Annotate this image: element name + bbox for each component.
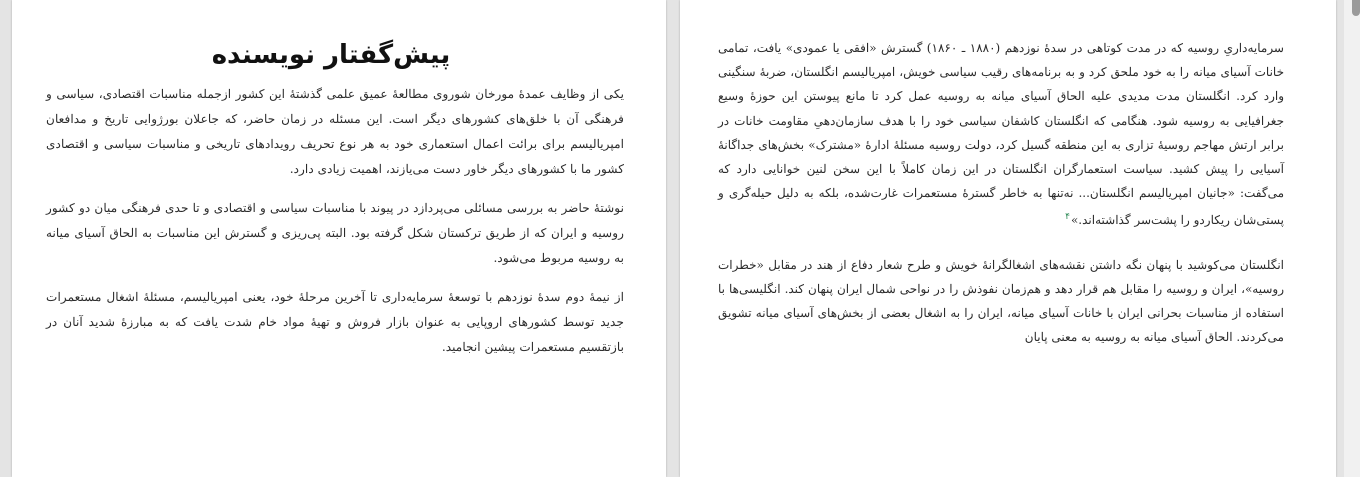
paragraph-text: سرمایه‌داریِ روسیه که در مدت کوتاهی در سدهٔ نوزدهم (۱۸۸۰ ـ ۱۸۶۰) گسترش «افقی یا عمودی» یافت، تمامی خانات آسیای میانه را به خود ملحق کرد و به برنامه‌های رقیب سیاسی خویش، امپریالیسم انگلستان، ضربهٔ سنگینی وارد کرد. انگلستان مدت مدیدی علیه الحاق آسیای میانه به روسیه عمل کرد تا مانع پیوستن این حوزهٔ وسیع جغرافیایی به روسیه شود. هنگامی که انگلستان کاشفان سیاسی خود را با هدف سازمان‌دهیِ مقاومت خانات در برابر ارتش مهاجم روسیهٔ تزاری به این منطقه گسیل کرد، دولت روسیه مسئلهٔ ادارهٔ «مشترک» بخش‌های جداگانهٔ آسیایی را پیش کشید. سیاست استعمارگران انگلستان در این زمان کاملاً با این سخن لنین خوانایی دارد که می‌گفت: «جانیان امپریالیسم انگلستان... نه‌تنها به خاطر گسترهٔ مستعمرات غارت‌شده، بلکه به دلیل حیله‌گری و پستی‌شان ریکاردو را پشت‌سر گذاشته‌اند.» — [718, 41, 1284, 228]
footnote-link[interactable]: ۴ — [1065, 212, 1070, 223]
paragraph: انگلستان می‌کوشید با پنهان نگه داشتن نقشه‌های اشغالگرانهٔ خویش و طرح شعار دفاع از هند در مقابل «خطرات روسیه»، ایران و روسیه را مقابل هم قرار دهد و هم‌زمان نفوذش را در نواحی شمال ایران پنهان کند. انگلیسی‌ها با استفاده از مناسبات بحرانی ایران با خانات آسیای میانه، ایران را به اشغال بعضی از بخش‌های آسیای میانه تشویق می‌کردند. الحاق آسیای میانه به روسیه به معنی پایان — [718, 257, 1284, 345]
right-page — [680, 0, 1336, 477]
paragraph: از نیمهٔ دوم سدهٔ نوزدهم با توسعهٔ سرمایه‌داری تا آخرین مرحلهٔ خود، یعنی امپریالیسم، مسئلهٔ اشغال مستعمرات جدید توسط کشورهای اروپایی به عنوان بازار فروش و تهیهٔ مواد خام شدت یافت که به مبارزهٔ شدید آنان در بازتقسیم مستعمرات پیشین انجامید. — [46, 290, 624, 354]
paragraph — [718, 36, 1284, 233]
paragraph: یکی از وظایف عمدهٔ مورخان شوروی مطالعهٔ عمیق علمی گذشتهٔ این کشور ازجمله مناسبات اقتصادی، سیاسی و فرهنگی آن با خلق‌های کشورهای دیگر است. این مسئله در زمان حاضر، که جاعلان بورژوایی تاریخ و مدافعان امپریالیسم برای برائت اعمال استعماری خود به هر نوع تحریف رویدادهای تاریخی و مناسبات سیاسی و اقتصادی کشور ما با کشورهای دیگر خاور دست می‌یازند، اهمیت زیادی دارد. — [46, 87, 624, 176]
scrollbar[interactable] — [1344, 0, 1360, 477]
page-title: پیش‌گفتار نویسنده — [211, 40, 451, 70]
left-page — [12, 0, 666, 477]
scrollbar-thumb[interactable] — [1352, 0, 1360, 16]
paragraph: نوشتهٔ حاضر به بررسی مسائلی می‌پردازد در پیوند با مناسبات سیاسی و اقتصادی و تا حدی فرهنگی میان دو کشور روسیه و ایران که از طریق ترکستان شکل گرفته بود. البته پی‌ریزی و گسترش این مناسبات به الحاق آسیای میانه به روسیه مربوط می‌شود. — [46, 201, 624, 265]
